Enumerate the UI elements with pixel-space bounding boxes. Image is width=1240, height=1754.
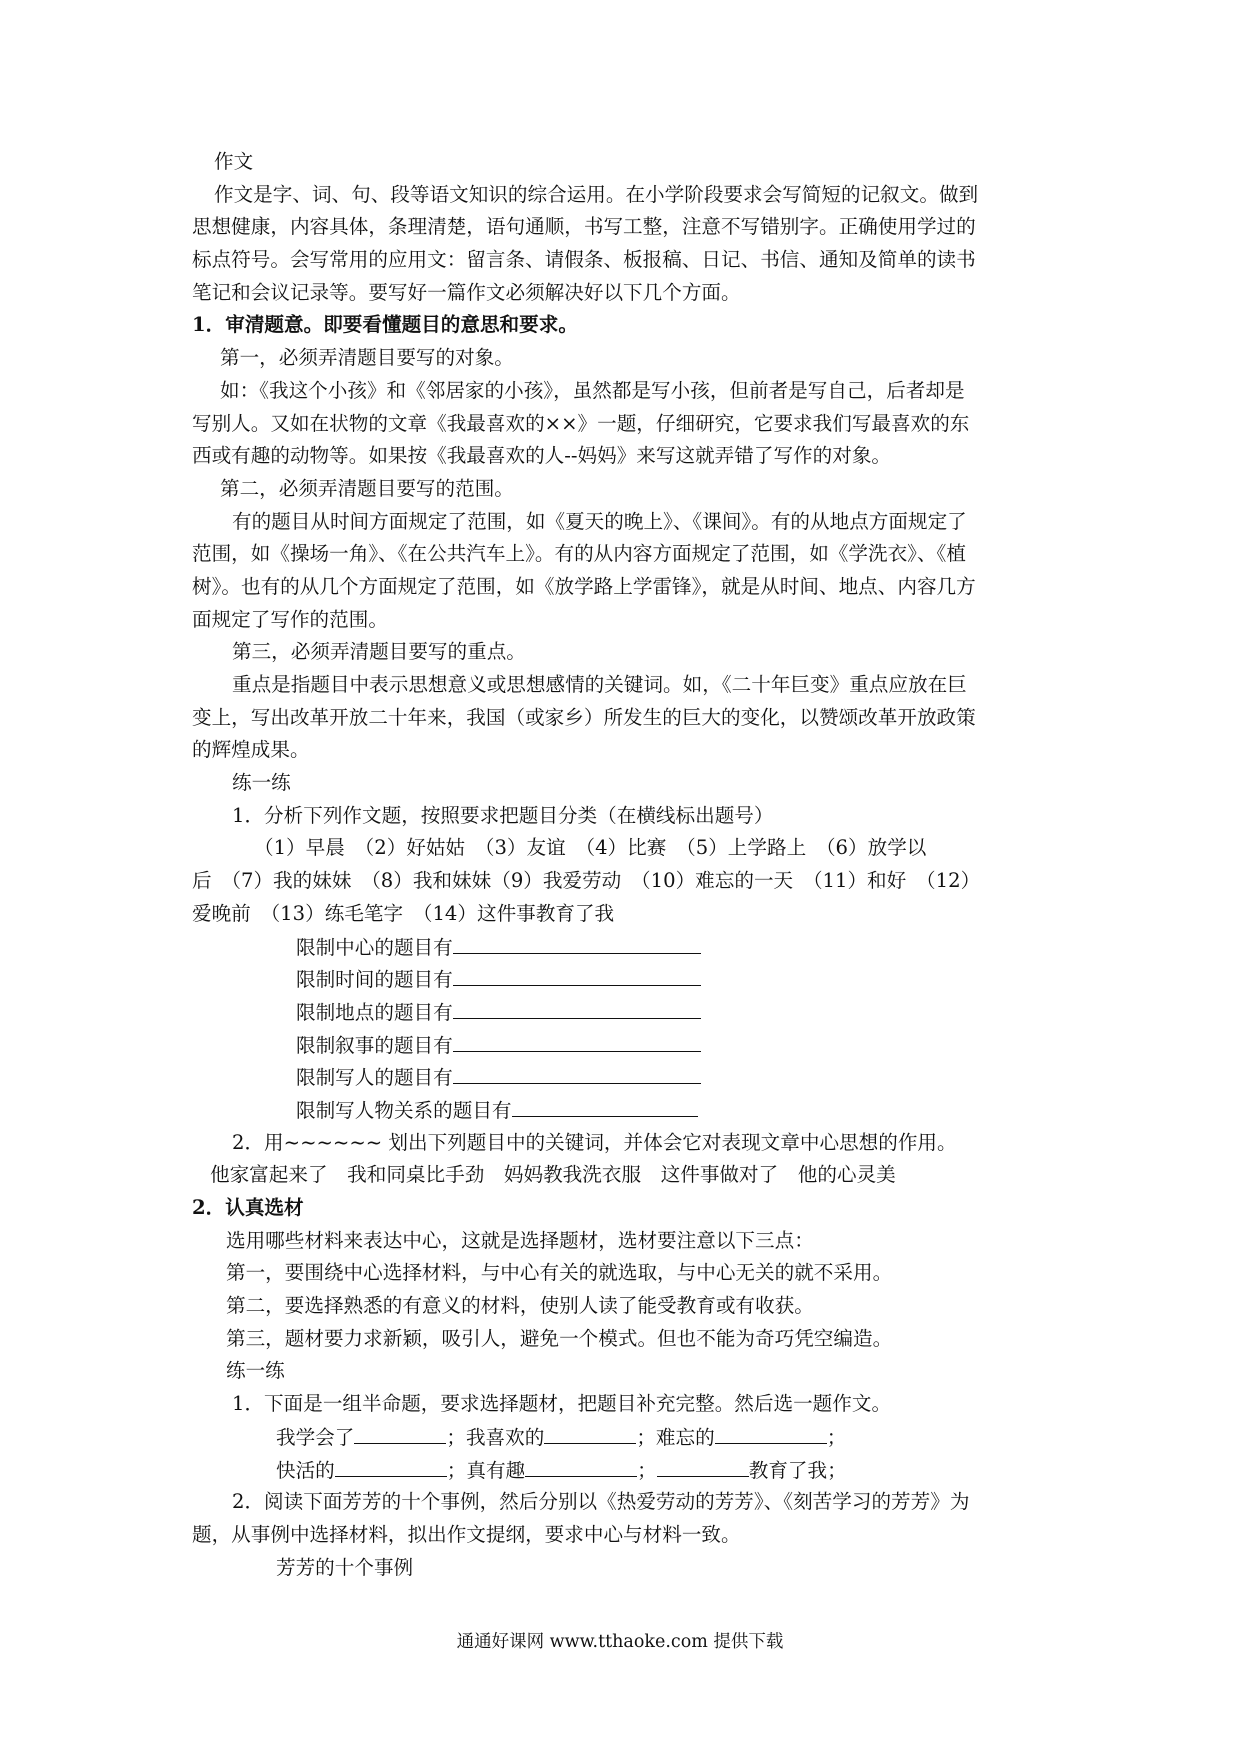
topics-line-1: （1）早晨 （2）好姑姑 （3）友谊 （4）比赛 （5）上学路上 （6）放学以 (254, 836, 927, 860)
section2-point-3: 第三，题材要力求新颖，吸引人，避免一个模式。但也不能为奇巧凭空编造。 (226, 1326, 893, 1350)
category-row (192, 1094, 1072, 1127)
category-row (192, 1061, 1072, 1094)
half-topics-row-2 (192, 1454, 1072, 1487)
section2-intro: 选用哪些材料来表达中心，这就是选择题材，选材要注意以下三点： (226, 1228, 814, 1252)
category-row (192, 996, 1072, 1029)
section2-point-2: 第二，要选择熟悉的有意义的材料，使别人读了能受教育或有收获。 (226, 1294, 814, 1318)
half-topic-label: ；我喜欢的 (446, 1425, 545, 1449)
document-body (192, 146, 1072, 1584)
category-blank-relation[interactable] (512, 1094, 698, 1117)
half-topic-blank[interactable] (544, 1421, 636, 1444)
topics-line-2: 后 （7）我的妹妹 （8）我和妹妹（9）我爱劳动 （10）难忘的一天 （11）和好 （12） (192, 869, 981, 893)
section2-heading: 2．认真选材 (192, 1196, 304, 1219)
category-blank-time[interactable] (453, 963, 701, 986)
section1-point3: 第三，必须弄清题目要写的重点。 (232, 640, 526, 664)
half-topics-row-1 (192, 1421, 1072, 1454)
section1-point1-body-3: 西或有趣的动物等。如果按《我最喜欢的人--妈妈》来写这就弄错了写作的对象。 (192, 444, 892, 468)
page-footer: 通通好课网 www.tthaoke.com 提供下载 (456, 1632, 784, 1652)
examples-title: 芳芳的十个事例 (276, 1555, 414, 1579)
category-label: 限制写人的题目有 (296, 1066, 453, 1090)
section2-exercise2-line-1: 2．阅读下面芳芳的十个事例，然后分别以《热爱劳动的芳芳》、《刻苦学习的芳芳》为 (232, 1490, 970, 1514)
section1-point3-body-3: 的辉煌成果。 (192, 738, 310, 762)
category-label: 限制写人物关系的题目有 (296, 1098, 512, 1122)
section2-point-1: 第一，要围绕中心选择材料，与中心有关的就选取，与中心无关的就不采用。 (226, 1261, 893, 1285)
half-topic-label: ；真有趣 (446, 1458, 526, 1482)
section1-heading: 1．审清题意。即要看懂题目的意思和要求。 (192, 313, 578, 337)
section1-exercise2: 2．用~~~~~~ 划出下列题目中的关键词，并体会它对表现文章中心思想的作用。 (232, 1130, 957, 1154)
section1-point1: 第一，必须弄清题目要写的对象。 (220, 346, 514, 370)
intro-line-3: 标点符号。会写常用的应用文：留言条、请假条、板报稿、日记、书信、通知及简单的读书 (192, 248, 976, 272)
half-topic-label: 我学会了 (276, 1425, 355, 1449)
half-topic-label: ； (637, 1458, 657, 1482)
section1-point2: 第二，必须弄清题目要写的范围。 (220, 476, 514, 500)
section1-point1-body-1: 如：《我这个小孩》和《邻居家的小孩》，虽然都是写小孩，但前者是写自己，后者却是 (220, 378, 965, 402)
half-topic-label: ； (826, 1425, 847, 1449)
section2-exercise1: 1．下面是一组半命题，要求选择题材，把题目补充完整。然后选一题作文。 (232, 1392, 892, 1416)
category-row (192, 1029, 1072, 1062)
category-blank-center[interactable] (453, 931, 701, 954)
category-blank-place[interactable] (453, 996, 701, 1019)
half-topic-label: 教育了我； (748, 1458, 847, 1482)
section1-point2-body-1: 有的题目从时间方面规定了范围，如《夏天的晚上》、《课间》。有的从地点方面规定了 (232, 509, 967, 533)
half-topic-blank[interactable] (525, 1454, 637, 1477)
topics-line-3: 爱晚前 （13）练毛笔字 （14）这件事教育了我 (192, 901, 615, 925)
section1-point2-body-3: 树》。也有的从几个方面规定了范围，如《放学路上学雷锋》，就是从时间、地点、内容几方 (192, 574, 976, 598)
intro-line-2: 思想健康，内容具体，条理清楚，语句通顺，书写工整，注意不写错别字。正确使用学过的 (192, 215, 976, 239)
half-topic-label: 快活的 (276, 1458, 335, 1482)
section1-exercise1: 1．分析下列作文题，按照要求把题目分类（在横线标出题号） (232, 803, 774, 827)
half-topic-blank[interactable] (335, 1454, 447, 1477)
section1-point3-body-1: 重点是指题目中表示思想意义或思想感情的关键词。如，《二十年巨变》重点应放在巨 (232, 673, 967, 696)
half-topic-blank[interactable] (657, 1454, 749, 1477)
section1-point3-body-2: 变上，写出改革开放二十年来，我国（或家乡）所发生的巨大的变化，以赞颂改革开放政策 (192, 705, 976, 729)
category-label: 限制地点的题目有 (296, 1000, 453, 1024)
document-title: 作文 (214, 150, 254, 173)
intro-line-4: 笔记和会议记录等。要写好一篇作文必须解决好以下几个方面。 (192, 280, 741, 304)
section1-practice-label: 练一练 (232, 771, 291, 795)
half-topic-blank[interactable] (354, 1421, 446, 1444)
category-label: 限制中心的题目有 (296, 935, 453, 959)
category-blank-person[interactable] (453, 1061, 701, 1084)
intro-line-1: 作文是字、词、句、段等语文知识的综合运用。在小学阶段要求会写简短的记叙文。做到 (214, 182, 979, 206)
category-row (192, 931, 1072, 964)
half-topic-blank[interactable] (715, 1421, 827, 1444)
section1-point2-body-2: 范围，如《操场一角》、《在公共汽车上》。有的从内容方面规定了范围，如《学洗衣》、《植 (192, 542, 966, 566)
half-topic-label: ；难忘的 (636, 1425, 715, 1449)
keyword-topics: 他家富起来了 我和同桌比手劲 妈妈教我洗衣服 这件事做对了 他的心灵美 (210, 1163, 896, 1187)
section2-exercise2-line-2: 题，从事例中选择材料，拟出作文提纲，要求中心与材料一致。 (192, 1522, 741, 1546)
category-label: 限制叙事的题目有 (296, 1033, 453, 1057)
section1-point2-body-4: 面规定了写作的范围。 (192, 607, 388, 631)
section1-point1-body-2: 写别人。又如在状物的文章《我最喜欢的××》一题，仔细研究，它要求我们写最喜欢的东 (192, 411, 970, 435)
category-row (192, 963, 1072, 996)
category-blank-narrative[interactable] (453, 1029, 701, 1052)
category-label: 限制时间的题目有 (296, 968, 453, 992)
section2-practice-label: 练一练 (226, 1359, 285, 1383)
